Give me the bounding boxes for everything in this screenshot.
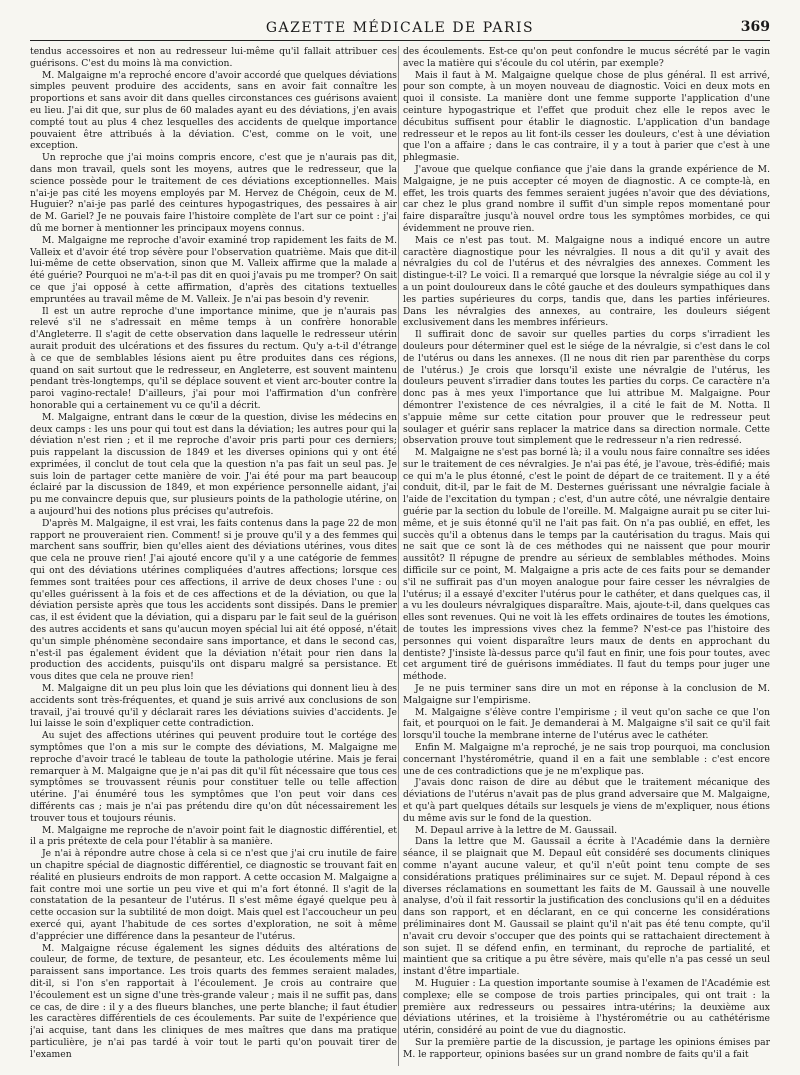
paragraph: Sur la première partie de la discussion, je partage les opinions émises par M. le rapporteur, opinions basées sur un grand nombre de faits qu'il a fait — [403, 1036, 770, 1060]
paragraph: M. Depaul arrive à la lettre de M. Gaussail. — [415, 824, 618, 836]
column-divider — [398, 46, 399, 1066]
paragraph: M. Malgaigne ne s'est pas borné là; il a voulu nous faire connaître ses idées sur le traitement de ces névralgies. Je n'ai pas été, je l'avoue, très-édifié; mais ce qui m'a le plus étonné, c'est le point de départ de ce traitement. Il y a été conduit, dit-il, par le fait de M. Desternes guérissant une névralgie faciale à l'aide de l'excitation du tympan ; c'est, d'un autre côté, une névralgie dentaire guérie par la section du lobule de l'oreille. M. Malgaigne aurait pu se citer lui-même, et je suis étonné qu'il ne l'ait pas fait. On n'a pas oublié, en effet, les succès qu'il a obtenus dans le temps par la cautérisation du tragus. Mais qui ne sait que ce sont là de ces méthodes qui ne naissent que pour mourir aussitôt? Il répugne de prendre au sérieux de semblables méthodes. Moins difficile sur ce point, M. Malgaigne a pris acte de ces faits pour se demander s'il ne suffirait pas d'un moyen analogue pour faire cesser les névralgies de l'utérus; il a essayé d'exciter l'utérus pour le cathéter, et dans quelques cas, il a vu les douleurs névralgiques disparaître. Mais, ajoute-t-il, dans quelques cas elles sont revenues. Qui ne voit là les effets ordinaires de toutes les émotions, de toutes les impressions vives chez la femme? N'est-ce pas l'histoire des personnes qui voient disparaître leurs maux de dents en approchant du dentiste? J'insiste là-dessus parce qu'il faut en finir, une fois pour toutes, avec cet argument tiré de guérisons immédiates. Il faut du temps pour juger une méthode. — [403, 447, 770, 683]
paragraph: J'avoue que quelque confiance que j'aie dans la grande expérience de M. Malgaigne, je ne puis accepter cé moyen de diagnostic. A ce compte-là, en effet, les trois quarts des femmes seraient jugées n'avoir que des déviations, car chez le plus grand nombre il suffit d'un simple repos momentané pour faire disparaître jusqu'à nouvel ordre tous les symptômes morbides, ce qui évidemment ne prouve rien. — [403, 163, 770, 234]
paragraph: D'après M. Malgaigne, il est vrai, les faits contenus dans la page 22 de mon rapport ne prouveraient rien. Comment! si je prouve qu'il y a des femmes qui marchent sans souffrir, bien qu'elles aient des déviations utérines, vous dites que cela ne prouve rien! J'ai ajouté encore qu'il y a une catégorie de femmes qui ont des déviations utérines compliquées d'autres affections; lorsque ces femmes sont traitées pour ces affections, il arrive de deux choses l'une : ou qu'elles guérissent à la fois et de ces affections et de la déviation, ou que la déviation persiste après que tous les accidents sont dissipés. Dans le premier cas, il est évident que la déviation, qui a disparu par le fait seul de la guérison des autres accidents et sans qu'aucun moyen spécial lui ait été opposé, n'était qu'un simple phénomène secondaire sans importance, et dans le second cas, n'est-il pas également évident que la déviation n'était pour rien dans la production des accidents, puisqu'ils ont disparu malgré sa persistance. Et vous dites que cela ne prouve rien! — [30, 517, 397, 683]
left-column — [30, 46, 397, 1066]
paragraph: tendus accessoires et non au redresseur lui-même qu'il fallait attribuer ces guérisons. C'est du moins là ma conviction. — [30, 46, 397, 69]
paragraph: des écoulements. Est-ce qu'on peut confondre le mucus sécrété par le vagin avec la matière qui s'écoule du col utérin, par exemple? — [403, 46, 770, 69]
journal-title: GAZETTE MÉDICALE DE PARIS — [265, 20, 535, 36]
paragraph: Il suffirait donc de savoir sur quelles parties du corps s'irradient les douleurs pour déterminer quel est le siége de la névralgie, si c'est dans le col de l'utérus ou dans les annexes. (Il ne nous dit rien par parenthèse du corps de l'utérus.) Je crois que lorsqu'il existe une névralgie de l'utérus, les douleurs peuvent s'irradier dans toutes les parties du corps. Ce caractère n'a donc pas à mes yeux l'importance que lui attribue M. Malgaigne. Pour démontrer l'existence de ces névralgies, il a cité le fait de M. Notta. Il s'appuie même sur cette citation pour prouver que le redresseur peut soulager et guérir sans replacer la matrice dans sa direction normale. Cette observation prouve tout simplement que le redresseur n'a rien redressé. — [403, 329, 770, 447]
paragraph: M. Huguier : La question importante soumise à l'examen de l'Académie est complexe; elle se compose de trois parties principales, qui ont trait : la première aux redresseurs ou pessaires intra-utérins; la deuxième aux déviations utérines, et la troisième à l'hystérométrie ou au cathétérisme utérin, considéré au point de vue du diagnostic. — [403, 977, 770, 1037]
paragraph: M. Malgaigne dit un peu plus loin que les déviations qui donnent lieu à des accidents sont très-fréquentes, et quand je suis arrivé aux conclusions de son travail, j'ai trouvé qu'il y déclarait rares les déviations suivies d'accidents. Je lui laisse le soin d'expliquer cette contradiction. — [30, 683, 397, 730]
paragraph: Enfin M. Malgaigne m'a reproché, je ne sais trop pourquoi, ma conclusion concernant l'hystérométrie, quand il en a fait une semblable : c'est encore une de ces contradictions que je ne m'explique pas. — [403, 742, 770, 777]
paragraph: Je n'ai à répondre autre chose à cela si ce n'est que j'ai cru inutile de faire un chapitre spécial de diagnostic différentiel, ce diagnostic se trouvant fait en réalité en plusieurs endroits de mon rapport. A cette occasion M. Malgaigne a fait contre moi une sortie un peu vive et qui m'a fort étonné. Il s'agit de la constatation de la pesanteur de l'utérus. Il s'est même égayé quelque peu à cette occasion sur la subtilité de mon doigt. Mais quel est l'accoucheur un peu exercé qui, ayant l'habitude de ces sortes d'exploration, ne soit à même d'apprécier une différence dans la pesanteur de l'utérus. — [30, 848, 397, 942]
paragraph: Au sujet des affections utérines qui peuvent produire tout le cortége des symptômes que l'on a mis sur le compte des déviations, M. Malgaigne me reproche d'avoir tracé le tableau de toute la pathologie utérine. Mais je ferai remarquer à M. Malgaigne que je n'ai pas dit qu'il fût nécessaire que tous ces symptômes se trouvassent réunis pour constituer telle ou telle affection utérine. J'ai énuméré tous les symptômes que l'on peut voir dans ces différents cas ; mais je n'ai pas prétendu dire qu'on dût nécessairement les trouver tous et toujours réunis. — [30, 730, 397, 824]
paragraph: Dans la lettre que M. Gaussail a écrite à l'Académie dans la dernière séance, il se plaignait que M. Depaul eût considéré ses documents cliniques comme n'ayant aucune valeur, et qu'il n'eût point tenu compte de ses considérations pratiques préliminaires sur ce sujet. M. Depaul répond à ces diverses réclamations en soumettant les faits de M. Gaussail à une nouvelle analyse, d'où il fait ressortir la justification des conclusions qu'il en a déduites dans son rapport, et en déclarant, en ce qui concerne les considérations préliminaires dont M. Gaussail se plaint qu'il n'ait pas été tenu compte, qu'il n'avait cru devoir s'occuper que des points qui se rattachaient directement à son sujet. Il se défend enfin, en terminant, du reproche de partialité, et maintient que sa critique a pu être sévère, mais qu'elle n'a pas cessé un seul instant d'être impartiale. — [403, 836, 770, 978]
paragraph: Je ne puis terminer sans dire un mot en réponse à la conclusion de M. Malgaigne sur l'empirisme. — [403, 683, 770, 706]
paragraph: M. Malgaigne, entrant dans le cœur de la question, divise les médecins en deux camps : les uns pour qui tout est dans la déviation; les autres pour qui la déviation n'est rien ; et il me reproche d'avoir pris parti pour ces derniers; puis rappelant la discussion de 1849 et les diverses opinions qui y ont été exprimées, il conclut de tout cela que la question n'a pas fait un seul pas. Je suis loin de partager cette manière de voir. J'ai été pour ma part beaucoup éclairé par la discussion de 1849, et mon expérience personnelle aidant, j'ai pu me convaincre depuis que, sur plusieurs points de la pathologie utérine, on a aujourd'hui des notions plus précises qu'autrefois. — [30, 411, 397, 518]
paragraph: Mais ce n'est pas tout. M. Malgaigne nous a indiqué encore un autre caractère diagnostique pour les névralgies. Il nous a dit qu'il y avait des névralgies du col de l'utérus et des névralgies des annexes. Comment les distingue-t-il? Le voici. Il a remarqué que lorsque la névralgie siége au col il y a un point douloureux dans le côté gauche et des douleurs sympathiques dans les parties supérieures du corps, tandis que, dans les parties inférieures. Dans les névralgies des annexes, au contraire, les douleurs siégent exclusivement dans les membres inférieurs. — [403, 234, 770, 329]
paragraph: Il est un autre reproche d'une importance minime, que je n'aurais pas relevé s'il ne s'adressait en même temps à un confrère honorable d'Angleterre. Il s'agit de cette observation dans laquelle le redresseur utérin aurait produit des ulcérations et des fissures du rectum. Qu'y a-t-il d'étrange à ce que de semblables lésions aient pu être produites dans ces régions, quand on sait surtout que le redresseur, en Angleterre, est souvent maintenu pendant très-longtemps, qu'il se déplace souvent et vient arc-bouter contre la paroi vagino-rectale! D'ailleurs, j'ai pour moi l'affirmation d'un confrère honorable qui a certainement vu ce qu'il a décrit. — [30, 305, 397, 411]
right-column — [403, 46, 770, 1066]
paragraph: J'avais donc raison de dire au début que le traitement mécanique des déviations de l'utérus n'avait pas de plus grand adversaire que M. Malgaigne, et qu'à part quelques détails sur lesquels je viens de m'expliquer, nous étions du même avis sur le fond de la question. — [403, 777, 770, 824]
paragraph: M. Malgaigne s'élève contre l'empirisme ; il veut qu'on sache ce que l'on fait, et pourquoi on le fait. Je demanderai à M. Malgaigne s'il sait ce qu'il fait lorsqu'il touche la membrane interne de l'utérus avec le cathéter. — [403, 706, 770, 742]
paragraph: M. Malgaigne m'a reproché encore d'avoir accordé que quelques déviations simples peuvent produire des accidents, sans en avoir fait connaître les proportions et sans avoir dit dans quelles circonstances ces guérisons avaient eu lieu. J'ai dit que, sur plus de 60 malades ayant eu des déviations, j'en avais compté tout au plus 4 chez lesquelles des accidents de quelque importance pouvaient être attribués à la déviation. C'est, comme on le voit, une exception. — [30, 69, 397, 152]
paragraph: M. Malgaigne récuse également les signes déduits des altérations de couleur, de forme, de texture, de pesanteur, etc. Les écoulements même lui paraissent sans importance. Les trois quarts des femmes seraient malades, dit-il, si l'on s'en rapportait à l'écoulement. Je crois au contraire que l'écoulement est un signe d'une très-grande valeur ; mais il ne suffit pas, dans ce cas, de dire : il y a des flueurs blanches, une perte blanche; il faut étudier les caractères différentiels de ces écoulements. Par suite de l'expérience que j'ai acquise, tant dans les cliniques de mes maîtres que dans ma pratique particulière, je n'ai pas tardé à voir tout le parti qu'on pouvait tirer de l'examen — [30, 942, 397, 1060]
paragraph: M. Malgaigne me reproche de n'avoir point fait le diagnostic différentiel, et il a pris prétexte de cela pour l'établir à sa manière. — [30, 824, 397, 848]
page-header — [30, 18, 770, 41]
paragraph: M. Malgaigne me reproche d'avoir examiné trop rapidement les faits de M. Valleix et d'avoir été trop sévère pour l'observation quatrième. Mais que dit-il lui-même de cette observation, sinon que M. Valleix affirme que la malade a été guérie? Pourquoi ne m'a-t-il pas dit en quoi j'avais pu me tromper? On sait ce que j'ai opposé à cette affirmation, d'après des citations textuelles empruntées au travail même de M. Valleix. Je n'ai pas besoin d'y revenir. — [30, 234, 397, 305]
paragraph: Mais il faut à M. Malgaigne quelque chose de plus général. Il est arrivé, pour son compte, à un moyen nouveau de diagnostic. Voici en deux mots en quoi il consiste. La manière dont une femme supporte l'application d'une ceinture hypogastrique et l'effet que produit chez elle le repos avec le décubitus suffisent pour établir le diagnostic. L'application d'un bandage redresseur et le repos au lit font-ils cesser les douleurs, c'est à une déviation que l'on a affaire ; dans le cas contraire, il y a tout à parier que c'est à une phlegmasie. — [403, 69, 770, 164]
page-number: 369 — [740, 19, 770, 35]
paragraph: Un reproche que j'ai moins compris encore, c'est que je n'aurais pas dit, dans mon travail, quels sont les moyens, autres que le redresseur, que la science possède pour le traitement de ces déviations exceptionnelles. Mais n'ai-je pas cité les moyens employés par M. Hervez de Chégoin, ceux de M. Huguier? n'ai-je pas parlé des ceintures hypogastriques, des pessaires à air de M. Gariel? Je ne pouvais faire l'histoire complète de l'art sur ce point : j'ai dû me borner à mentionner les principaux moyens connus. — [30, 152, 397, 234]
